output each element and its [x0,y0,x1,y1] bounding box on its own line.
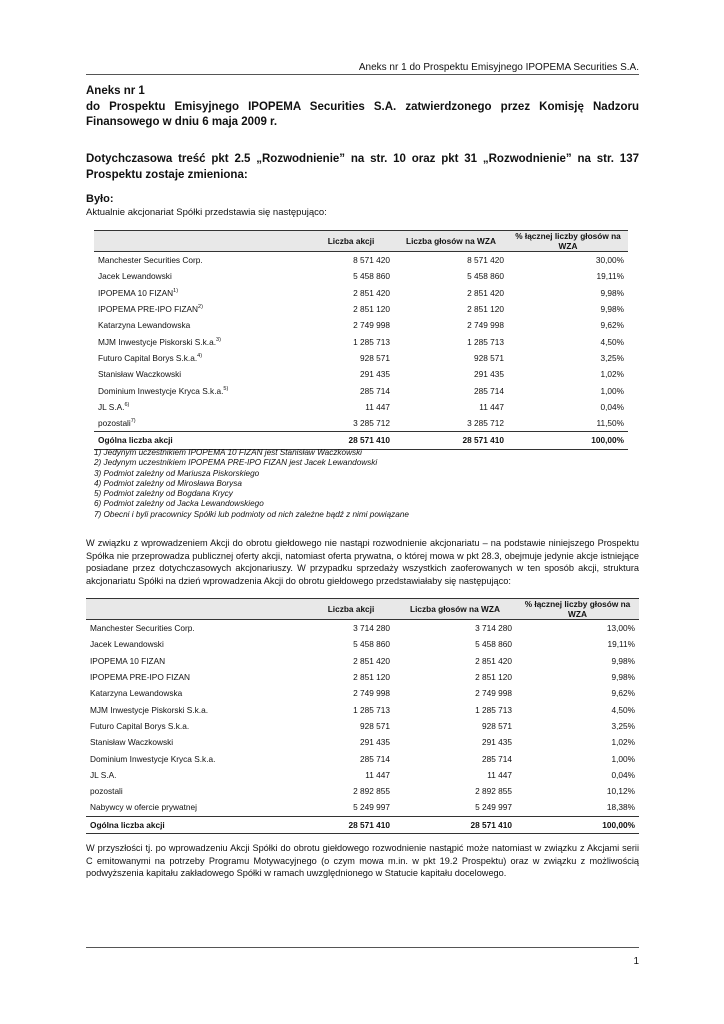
shareholder-name: IPOPEMA PRE-IPO FIZAN [90,672,191,683]
paragraph-future-dilution: W przyszłości tj. po wprowadzeniu Akcji Spółki do obrotu giełdowego rozwodnienie nastąpić może natomiast w związku z Akcjami serii C emitowanymi na potrzeby Programu Motywacyjnego (o czym mowa m.in. w pkt 19.2 Prospektu) oraz w związku z możliwością podwyższenia kapitału zakładowego Spółki w ramach uwzględnionego w Statucie kapitału docelowego. [86,843,639,878]
percent-cell: 30,00% [595,255,624,266]
footnote: 4) Podmiot zależny od Mirosława Borysa [94,478,242,488]
shareholder-name: pozostali [98,418,131,429]
table-row [86,783,639,799]
bylo-intro: Aktualnie akcjonariat Spółki przedstawia się następująco: [86,207,327,218]
table-row [86,636,639,652]
percent-cell: 9,62% [600,320,624,331]
total-votes-cell: 28 571 410 [394,432,508,449]
votes-cell: 1 285 713 [467,336,504,347]
table-row [94,317,628,333]
shares-cell: 928 571 [360,720,390,731]
percent-cell: 0,04% [600,401,624,412]
shareholder-name: Manchester Securities Corp. [98,255,203,266]
table-row [94,252,628,269]
votes-cell: 5 458 860 [467,271,504,282]
shares-cell: 2 851 420 [353,287,390,298]
shareholder-name-cell [86,799,308,816]
footnote-ref: 2) [198,304,203,311]
votes-cell: 2 749 998 [467,320,504,331]
shareholder-name: Dominium Inwestycje Kryca S.k.a. [98,385,224,396]
shareholder-name-cell [94,301,308,317]
table-row [94,382,628,398]
shareholder-name-cell [94,399,308,415]
page-number: 1 [633,956,639,967]
table-row [86,799,639,816]
footnote-ref: 4) [197,353,203,360]
votes-cell: 291 435 [482,737,512,748]
running-header: Aneks nr 1 do Prospektu Emisyjnego IPOPEMA Securities S.A. [358,62,639,73]
shareholder-name-cell [86,685,308,701]
shareholder-name-cell [94,285,308,301]
shareholder-name-cell [86,701,308,717]
shareholder-name: JL S.A. [90,769,117,780]
table-row [94,415,628,432]
votes-cell: 928 571 [482,720,512,731]
shareholder-name-cell [86,620,308,637]
shares-cell: 11 447 [365,769,390,780]
votes-cell: 2 851 420 [475,655,512,666]
shareholder-name: Katarzyna Lewandowska [98,320,191,331]
votes-cell: 285 714 [474,385,504,396]
shares-cell: 5 249 997 [353,802,390,813]
percent-cell: 3,25% [600,352,624,363]
shares-cell: 3 714 280 [353,623,390,634]
votes-cell: 11 447 [487,769,512,780]
shareholders-table-after-listing [86,598,639,834]
percent-cell: 3,25% [611,720,635,731]
title-line-2: do Prospektu Emisyjnego IPOPEMA Securities S.A. zatwierdzonego przez Komisję Nadzoru Finansowego w dniu 6 maja 2009 r. [86,100,639,128]
shareholder-name-cell [94,333,308,349]
shareholder-name-cell [86,636,308,652]
shares-cell: 2 749 998 [353,320,390,331]
shares-cell: 285 714 [360,753,390,764]
table-row [86,734,639,750]
footnote-ref: 5) [223,385,229,392]
footer-rule [86,947,639,948]
footnote: 5) Podmiot zależny od Bogdana Krycy [94,489,233,499]
shareholder-name-cell [86,750,308,766]
shares-cell: 3 285 712 [353,418,390,429]
shareholder-name: MJM Inwestycje Piskorski S.k.a. [90,704,209,715]
footnote-ref: 7) [130,418,136,425]
percent-cell: 19,11% [607,639,635,650]
footnote: 2) Jedynym uczestnikiem IPOPEMA PRE-IPO FIZAN jest Jacek Lewandowski [94,458,378,468]
section-heading: Dotychczasowa treść pkt 2.5 „Rozwodnienie” na str. 10 oraz pkt 31 „Rozwodnienie” na str. 137 Prospektu zostaje zmieniona: [86,153,639,181]
shares-cell: 5 458 860 [353,639,390,650]
footnote-ref: 1) [173,287,179,294]
shares-cell: 285 714 [360,385,390,396]
footnote: 3) Podmiot zależny od Mariusza Piskorskiego [94,468,260,478]
shareholder-name: Stanisław Waczkowski [98,369,182,380]
table-row [86,750,639,766]
votes-cell: 2 851 420 [467,287,504,298]
percent-cell: 4,50% [600,336,624,347]
shareholder-name: Futuro Capital Borys S.k.a. [98,352,198,363]
shares-cell: 2 851 420 [353,655,390,666]
votes-cell: 2 749 998 [475,688,512,699]
shareholder-name: JL S.A. [98,401,125,412]
header-rule [86,74,639,75]
percent-cell: 9,98% [600,304,624,315]
shares-cell: 8 571 420 [353,255,390,266]
table-row [94,366,628,382]
footnote: 6) Podmiot zależny od Jacka Lewandowskiego [94,499,264,509]
votes-cell: 11 447 [479,401,504,412]
shareholder-name: Dominium Inwestycje Kryca S.k.a. [90,753,216,764]
votes-cell: 3 285 712 [467,418,504,429]
footnote-ref: 6) [124,402,130,409]
shareholder-name: IPOPEMA PRE-IPO FIZAN [98,304,199,315]
shares-cell: 1 285 713 [353,704,390,715]
total-percent-cell: 100,00% [508,432,628,449]
percent-cell: 1,00% [611,753,635,764]
table-row [86,620,639,637]
shareholder-name: Jacek Lewandowski [98,271,172,282]
table-total-row [94,432,628,449]
shareholder-name: Nabywcy w ofercie prywatnej [90,802,197,813]
table-row [86,701,639,717]
shareholder-name-cell [94,382,308,398]
percent-cell: 9,98% [611,655,635,666]
shareholder-name-cell [94,415,308,432]
shareholder-name-cell [94,252,308,269]
shares-cell: 291 435 [360,369,390,380]
shareholder-name-cell [86,767,308,783]
shareholder-name: Futuro Capital Borys S.k.a. [90,720,190,731]
shareholder-name-cell [86,734,308,750]
table-header-cell: Liczba głosów na WZA [394,231,508,252]
shareholder-name: Stanisław Waczkowski [90,737,174,748]
table-row [86,685,639,701]
shares-cell: 1 285 713 [353,336,390,347]
table-header-cell: % łącznej liczby głosów na WZA [516,599,639,620]
table-row [94,285,628,301]
table-row [94,333,628,349]
table-row [94,268,628,284]
table-row [86,767,639,783]
shareholder-name-cell [86,783,308,799]
shareholder-name: IPOPEMA 10 FIZAN [90,655,166,666]
percent-cell: 0,04% [611,769,635,780]
votes-cell: 5 458 860 [475,639,512,650]
percent-cell: 1,02% [611,737,635,748]
total-label-cell: Ogólna liczba akcji [94,432,308,449]
shareholder-name-cell [86,653,308,669]
votes-cell: 8 571 420 [467,255,504,266]
table-header-cell: Liczba akcji [308,231,394,252]
percent-cell: 11,50% [596,418,624,429]
shareholder-name: IPOPEMA 10 FIZAN [98,287,174,298]
shares-cell: 928 571 [360,352,390,363]
votes-cell: 2 851 120 [467,304,504,315]
percent-cell: 4,50% [611,704,635,715]
document-title [86,84,639,131]
votes-cell: 2 892 855 [475,786,512,797]
percent-cell: 19,11% [596,271,624,282]
table-header-cell: Liczba głosów na WZA [394,599,516,620]
footnote: 7) Obecni i byli pracownicy Spółki lub podmioty od nich zależne bądź z nimi powiązane [94,509,409,519]
total-percent-cell: 100,00% [516,816,639,833]
total-shares-cell: 28 571 410 [308,432,394,449]
table-row [94,350,628,366]
shareholder-name-cell [94,268,308,284]
shareholder-name: MJM Inwestycje Piskorski S.k.a. [98,336,217,347]
shareholder-name-cell [86,718,308,734]
shares-cell: 11 447 [365,401,390,412]
table-header-row [86,599,639,620]
shareholder-name: Manchester Securities Corp. [90,623,195,634]
shares-cell: 2 749 998 [353,688,390,699]
percent-cell: 1,02% [600,369,624,380]
shareholder-name-cell [94,366,308,382]
total-shares-cell: 28 571 410 [308,816,394,833]
shareholders-table-current [94,230,628,450]
percent-cell: 1,00% [600,385,624,396]
votes-cell: 2 851 120 [475,672,512,683]
table-header-cell: Liczba akcji [308,599,394,620]
percent-cell: 9,98% [611,672,635,683]
table-row [94,301,628,317]
total-label-cell: Ogólna liczba akcji [86,816,308,833]
table-row [94,399,628,415]
votes-cell: 928 571 [474,352,504,363]
percent-cell: 9,98% [600,287,624,298]
shareholder-name: pozostali [90,786,123,797]
percent-cell: 9,62% [611,688,635,699]
shares-cell: 291 435 [360,737,390,748]
table-header-cell [94,231,308,252]
table-row [86,669,639,685]
shares-cell: 2 851 120 [353,672,390,683]
footnotes [94,448,409,520]
table-header-cell: % łącznej liczby głosów na WZA [508,231,628,252]
votes-cell: 3 714 280 [475,623,512,634]
shares-cell: 5 458 860 [353,271,390,282]
shareholder-name: Jacek Lewandowski [90,639,164,650]
table-row [86,718,639,734]
votes-cell: 5 249 997 [475,802,512,813]
title-line-1: Aneks nr 1 [86,85,145,97]
table-row [86,653,639,669]
percent-cell: 18,38% [606,802,635,813]
footnote-ref: 3) [216,336,221,343]
paragraph-dilution: W związku z wprowadzeniem Akcji do obrotu giełdowego nie nastąpi rozwodnienie akcjonariatu – na podstawie niniejszego Prospektu Spółka nie przeprowadza publicznej oferty akcji, natomiast oferta prywatna, o której mowa w pkt 28.3, obejmuje jedynie akcje istniejące posiadane przez dotychczasowych akcjonariuszy. W przypadku sprzedaży wszystkich zaoferowanych w ten sposób akcji, struktura akcjonariatu Spółki na dzień wprowadzenia Akcji do obrotu giełdowego przedstawiałaby się następująco: [86,538,639,586]
shareholder-name: Katarzyna Lewandowska [90,688,183,699]
votes-cell: 291 435 [474,369,504,380]
percent-cell: 10,12% [606,786,635,797]
table-header-cell [86,599,308,620]
percent-cell: 13,00% [606,623,635,634]
table-header-row [94,231,628,252]
votes-cell: 1 285 713 [475,704,512,715]
votes-cell: 285 714 [482,753,512,764]
total-votes-cell: 28 571 410 [394,816,516,833]
table-total-row [86,816,639,833]
shareholder-name-cell [86,669,308,685]
shareholder-name-cell [94,350,308,366]
shares-cell: 2 851 120 [353,304,390,315]
bylo-label: Było: [86,193,114,205]
shares-cell: 2 892 855 [353,786,390,797]
footnote: 1) Jedynym uczestnikiem IPOPEMA 10 FIZAN jest Stanisław Waczkowski [94,448,362,457]
shareholder-name-cell [94,317,308,333]
